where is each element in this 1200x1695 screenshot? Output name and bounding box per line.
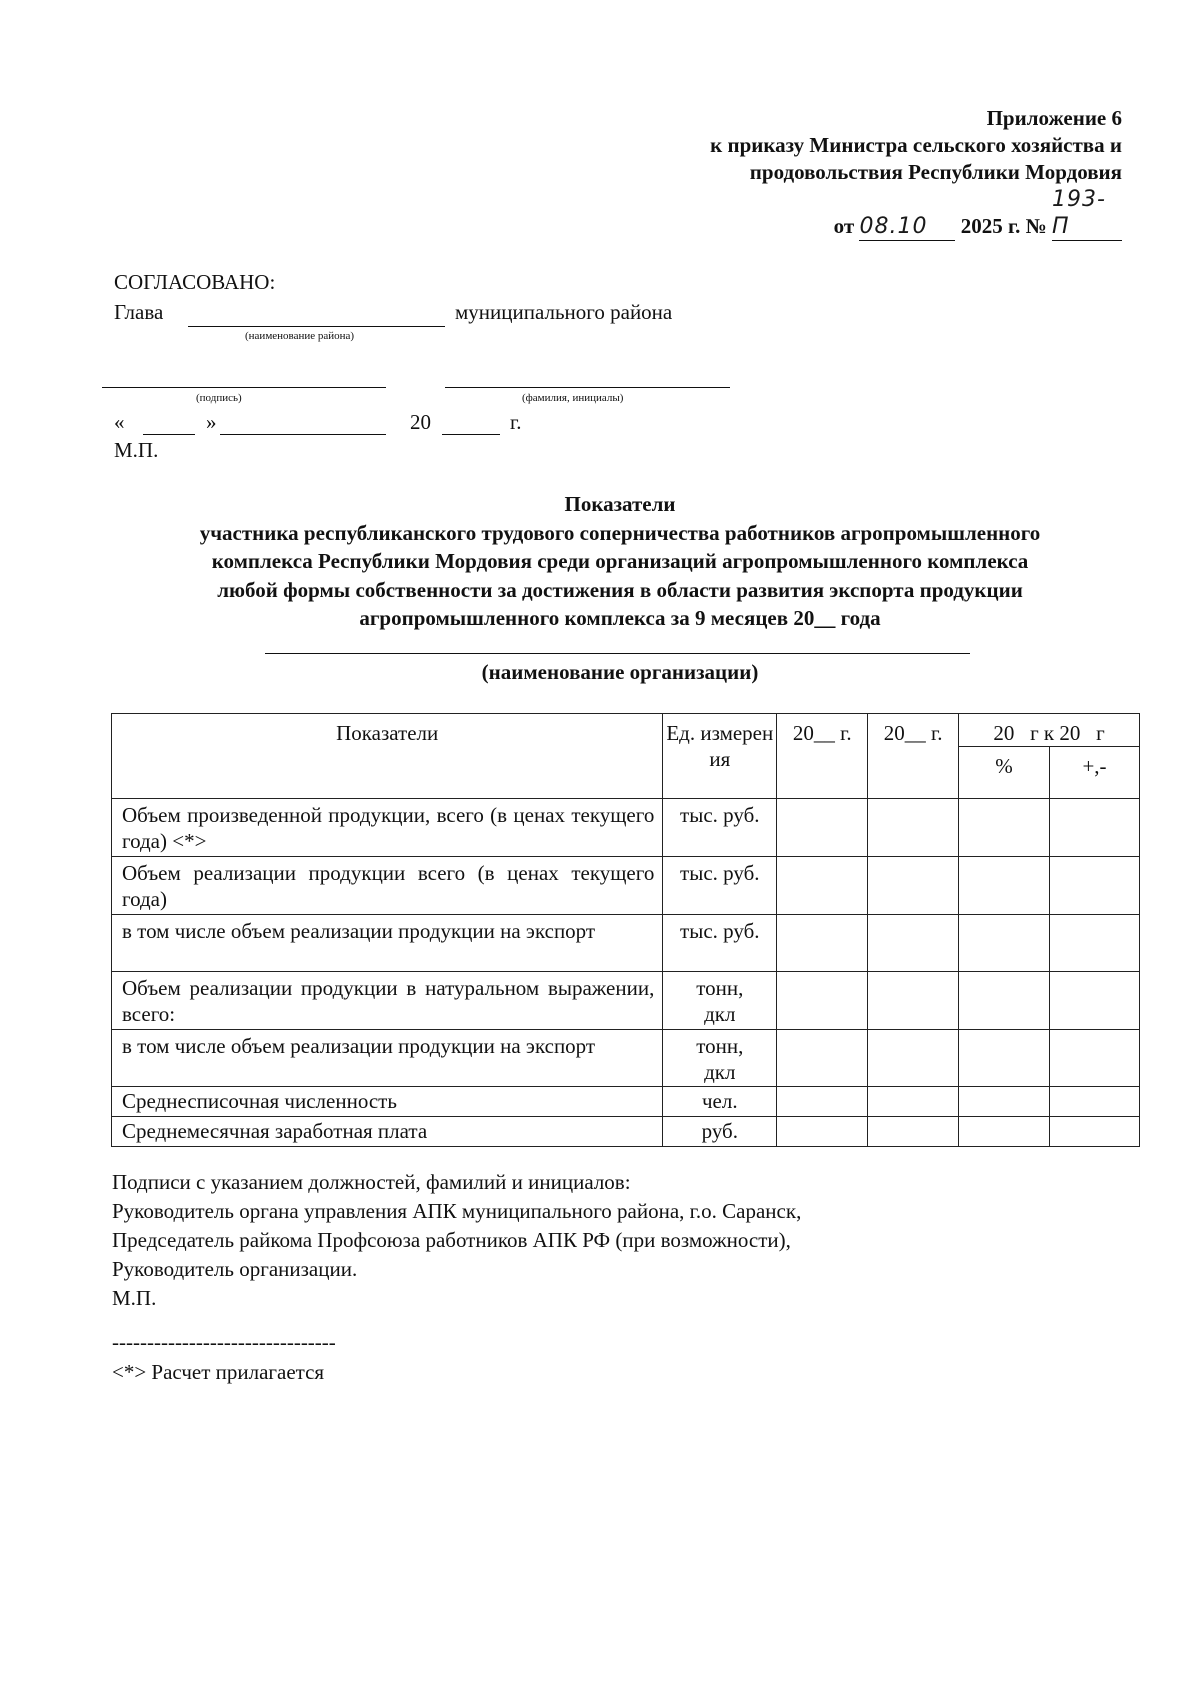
row-cell-percent[interactable] xyxy=(959,972,1050,1030)
header-compare: 20 г к 20 г xyxy=(959,714,1140,747)
header-delta: +,- xyxy=(1050,747,1140,799)
appendix-title: Приложение 6 xyxy=(986,106,1122,130)
appendix-ministry-line: продовольствия Республики Мордовия xyxy=(749,160,1122,184)
title-line-2: комплекса Республики Мордовия среди организаций агропромышленного комплекса xyxy=(211,549,1029,573)
header-indicator: Показатели xyxy=(112,714,663,799)
table-row xyxy=(112,915,1140,972)
signatures-line-2: Председатель райкома Профсоюза работников АПК РФ (при возможности), xyxy=(112,1228,791,1252)
title-line-1: участника республиканского трудового соперничества работников агропромышленного xyxy=(199,520,1041,545)
org-caption: (наименование организации) xyxy=(481,660,759,684)
row-cell-year-2[interactable] xyxy=(868,1117,959,1147)
number-field xyxy=(1052,186,1122,241)
date-prefix: от xyxy=(833,214,855,238)
year-line xyxy=(442,434,500,435)
row-unit: тонн, дкл xyxy=(663,972,777,1030)
signatures-intro: Подписи с указанием должностей, фамилий и инициалов: xyxy=(112,1170,631,1194)
approval-stamp: М.П. xyxy=(114,438,159,462)
org-line xyxy=(265,653,970,654)
name-caption: (фамилия, инициалы) xyxy=(522,392,624,404)
month-line xyxy=(220,434,386,435)
appendix-header xyxy=(422,105,1122,241)
title-line-3: любой формы собственности за достижения в области развития экспорта продукции xyxy=(217,577,1023,602)
document-title xyxy=(60,490,1180,633)
row-unit: тыс. руб. xyxy=(663,857,777,915)
footnote-text: <*> Расчет прилагается xyxy=(112,1360,325,1384)
row-cell-year-2[interactable] xyxy=(868,857,959,915)
row-cell-percent[interactable] xyxy=(959,1117,1050,1147)
header-percent: % xyxy=(959,747,1050,799)
table-row xyxy=(112,972,1140,1030)
signatures-line-3: Руководитель организации. xyxy=(112,1257,358,1281)
year-number-label: 2025 г. № xyxy=(960,214,1047,238)
district-line xyxy=(188,326,445,327)
row-cell-percent[interactable] xyxy=(959,915,1050,972)
table-header-row xyxy=(112,714,1140,747)
footnote-separator: -------------------------------- xyxy=(112,1330,336,1354)
row-cell-year-2[interactable] xyxy=(868,799,959,857)
signatures-stamp: М.П. xyxy=(112,1286,157,1310)
row-unit: чел. xyxy=(663,1087,777,1117)
table-row xyxy=(112,799,1140,857)
row-cell-year-1[interactable] xyxy=(777,1087,868,1117)
row-name: в том числе объем реализации продукции на экспорт xyxy=(112,915,663,972)
table-row xyxy=(112,857,1140,915)
row-cell-year-1[interactable] xyxy=(777,799,868,857)
signature-caption: (подпись) xyxy=(196,392,242,404)
row-cell-year-2[interactable] xyxy=(868,1030,959,1087)
header-year-1: 20__ г. xyxy=(777,714,868,799)
appendix-date-line xyxy=(422,186,1122,241)
row-cell-percent[interactable] xyxy=(959,857,1050,915)
agreed-label: СОГЛАСОВАНО: xyxy=(114,270,276,294)
indicators-table xyxy=(111,713,1140,1147)
table-row xyxy=(112,1117,1140,1147)
row-cell-delta[interactable] xyxy=(1050,799,1140,857)
row-cell-year-1[interactable] xyxy=(777,915,868,972)
row-name: в том числе объем реализации продукции на экспорт xyxy=(112,1030,663,1087)
table-row xyxy=(112,1030,1140,1087)
row-unit: руб. xyxy=(663,1117,777,1147)
row-unit: тыс. руб. xyxy=(663,799,777,857)
title-line-4: агропромышленного комплекса за 9 месяцев 20__ года xyxy=(359,606,881,630)
row-cell-year-1[interactable] xyxy=(777,1030,868,1087)
signatures-block xyxy=(112,1168,801,1313)
row-cell-percent[interactable] xyxy=(959,1030,1050,1087)
appendix-order-line: к приказу Министра сельского хозяйства и xyxy=(710,133,1122,157)
date-field xyxy=(859,213,955,241)
row-cell-percent[interactable] xyxy=(959,799,1050,857)
row-unit: тыс. руб. xyxy=(663,915,777,972)
header-unit: Ед. измерен ия xyxy=(663,714,777,799)
row-cell-year-1[interactable] xyxy=(777,972,868,1030)
row-unit: тонн, дкл xyxy=(663,1030,777,1087)
row-name: Объем произведенной продукции, всего (в ценах текущего года) <*> xyxy=(112,799,663,857)
date-handwritten: 08.10 xyxy=(859,214,928,239)
head-label: Глава xyxy=(114,300,164,324)
number-handwritten: 193-П xyxy=(1052,187,1106,239)
signature-line xyxy=(102,387,386,388)
row-cell-delta[interactable] xyxy=(1050,1030,1140,1087)
row-cell-delta[interactable] xyxy=(1050,857,1140,915)
row-cell-year-2[interactable] xyxy=(868,1087,959,1117)
district-suffix: муниципального района xyxy=(455,300,673,324)
year-prefix: 20 xyxy=(410,410,431,434)
signatures-line-1: Руководитель органа управления АПК муниципального района, г.о. Саранск, xyxy=(112,1199,802,1223)
year-suffix: г. xyxy=(510,410,522,434)
district-caption: (наименование района) xyxy=(245,330,355,342)
row-cell-year-1[interactable] xyxy=(777,1117,868,1147)
row-cell-delta[interactable] xyxy=(1050,1117,1140,1147)
quote-close: » xyxy=(206,410,217,434)
row-cell-year-1[interactable] xyxy=(777,857,868,915)
name-line xyxy=(445,387,730,388)
row-cell-percent[interactable] xyxy=(959,1087,1050,1117)
day-line xyxy=(143,434,195,435)
row-cell-year-2[interactable] xyxy=(868,915,959,972)
row-name: Среднесписочная численность xyxy=(112,1087,663,1117)
row-cell-year-2[interactable] xyxy=(868,972,959,1030)
row-cell-delta[interactable] xyxy=(1050,915,1140,972)
row-cell-delta[interactable] xyxy=(1050,1087,1140,1117)
title-heading: Показатели xyxy=(564,492,676,516)
row-cell-delta[interactable] xyxy=(1050,972,1140,1030)
header-year-2: 20__ г. xyxy=(868,714,959,799)
row-name: Среднемесячная заработная плата xyxy=(112,1117,663,1147)
row-name: Объем реализации продукции всего (в ценах текущего года) xyxy=(112,857,663,915)
row-name: Объем реализации продукции в натуральном выражении, всего: xyxy=(112,972,663,1030)
table-row xyxy=(112,1087,1140,1117)
quote-open: « xyxy=(114,410,125,434)
